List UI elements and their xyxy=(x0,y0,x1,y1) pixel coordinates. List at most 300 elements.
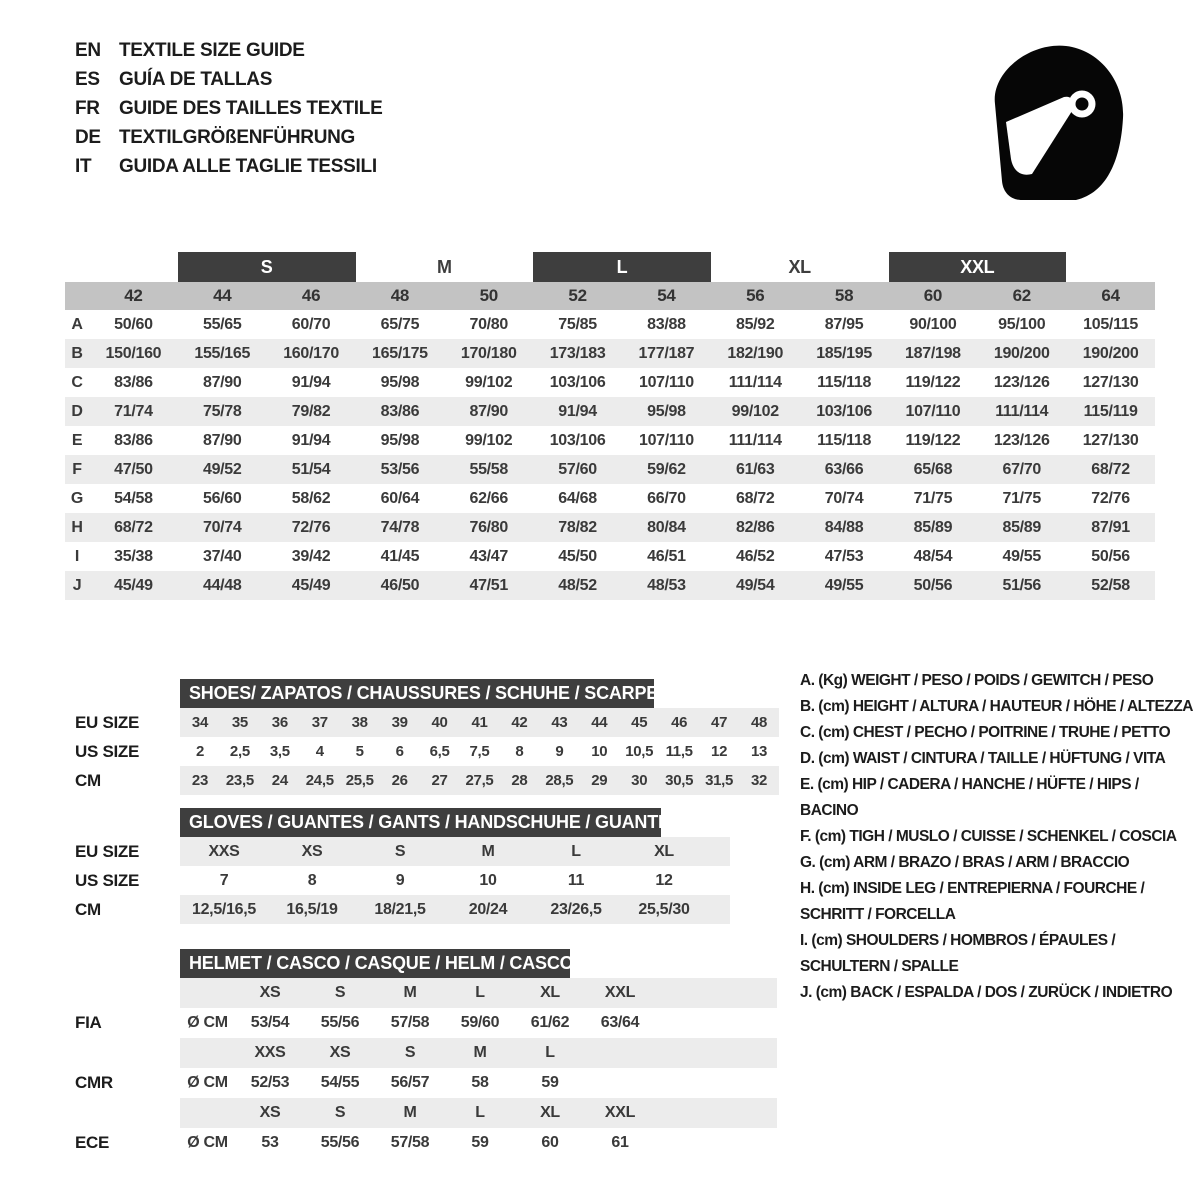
size-value-cell: 70/80 xyxy=(469,315,509,333)
unit-row xyxy=(65,766,779,795)
measurement-key: A xyxy=(71,315,83,333)
size-value-cell: 27 xyxy=(431,772,448,789)
guide-title: TEXTILGRÖßENFÜHRUNG xyxy=(119,126,356,148)
helmet-size-values xyxy=(180,1008,777,1038)
racing-helmet-icon xyxy=(982,40,1134,212)
size-value-cell: 20/24 xyxy=(468,900,508,918)
helmet-size-header: M xyxy=(403,984,417,1001)
size-value-cell: 8 xyxy=(307,871,317,889)
helmet-size-header: XXL xyxy=(604,1104,636,1121)
size-value-cell: 7,5 xyxy=(469,743,490,760)
helmet-size-header: L xyxy=(475,984,485,1001)
spacer xyxy=(65,1038,180,1068)
size-value-cell: 10 xyxy=(591,743,608,760)
helmet-size-value: 58 xyxy=(471,1074,489,1091)
helmet-value-row xyxy=(65,1068,777,1098)
helmet-size-value: 55/56 xyxy=(320,1014,360,1031)
size-value-cell: 83/86 xyxy=(114,431,153,449)
size-value-cell: 12 xyxy=(655,871,673,889)
size-value-cell: 10 xyxy=(479,871,497,889)
legend-item: A. (Kg) WEIGHT / PESO / POIDS / GEWITCH / PESO xyxy=(800,672,1154,689)
legend-item: G. (cm) ARM / BRAZO / BRAS / ARM / BRACCIO xyxy=(800,854,1130,871)
size-value-cell: 31,5 xyxy=(705,772,734,789)
measurement-key: C xyxy=(71,373,83,391)
helmet-size-header-row xyxy=(65,1098,777,1128)
size-value-cell: 71/75 xyxy=(913,489,953,507)
size-value-cell: 47/51 xyxy=(469,576,509,594)
measurement-key: H xyxy=(71,518,83,536)
size-value-cell: 50/56 xyxy=(913,576,953,594)
size-value-cell: 115/119 xyxy=(1083,402,1138,420)
spacer xyxy=(65,1098,180,1128)
shoes-table-title: SHOES/ ZAPATOS / CHAUSSURES / SCHUHE / SCARPE xyxy=(180,679,654,708)
size-group-label: XXL xyxy=(889,252,1067,282)
size-value-cell: 115/118 xyxy=(817,373,872,391)
language-row xyxy=(75,123,382,152)
helmet-size-header: S xyxy=(334,984,346,1001)
size-value-cell: 87/91 xyxy=(1091,518,1130,536)
legend-item: E. (cm) HIP / CADERA / HANCHE / HÜFTE / HIPS / BACINO xyxy=(800,776,1139,819)
size-value-cell: 75/85 xyxy=(558,315,597,333)
size-value-cell: 30,5 xyxy=(665,772,694,789)
helmet-size-value: 59 xyxy=(471,1134,489,1151)
unit-row-label: EU SIZE xyxy=(75,712,140,732)
language-code: DE xyxy=(75,126,101,148)
helmet-size-value: 53 xyxy=(261,1134,279,1151)
size-value-cell: 99/102 xyxy=(465,431,513,449)
helmet-size-header-row xyxy=(65,1038,777,1068)
legend-item: C. (cm) CHEST / PECHO / POITRINE / TRUHE / PETTO xyxy=(800,724,1171,741)
size-value-cell: 46/52 xyxy=(735,547,775,565)
helmet-size-value: 59/60 xyxy=(460,1014,500,1031)
size-value-cell: 70/74 xyxy=(824,489,864,507)
size-value-cell: 95/100 xyxy=(998,315,1046,333)
size-value-cell: 91/94 xyxy=(291,373,331,391)
size-value-cell: 53/56 xyxy=(380,460,420,478)
size-value-cell: 25,5/30 xyxy=(638,900,690,918)
size-value-cell: 37 xyxy=(311,714,328,731)
measurement-key: D xyxy=(71,402,83,420)
standard-label: FIA xyxy=(75,1013,102,1032)
size-value-cell: 74/78 xyxy=(380,518,420,536)
size-value-cell: 43 xyxy=(551,714,568,731)
size-value-cell: 57/60 xyxy=(558,460,597,478)
helmet-size-value: 59 xyxy=(541,1074,559,1091)
size-value-cell: 11,5 xyxy=(665,743,693,760)
size-value-cell: 35 xyxy=(231,714,248,731)
size-value-cell: 80/84 xyxy=(647,518,686,536)
size-value-cell: 52/58 xyxy=(1091,576,1130,594)
size-value-cell: 111/114 xyxy=(728,431,782,449)
size-value-cell: 44 xyxy=(591,714,608,731)
standard-label: ECE xyxy=(75,1133,110,1152)
size-value-cell: 123/126 xyxy=(993,373,1050,391)
size-value-cell: 87/90 xyxy=(469,402,509,420)
size-value-cell: 90/100 xyxy=(909,315,957,333)
size-value-cell: 48/52 xyxy=(558,576,597,594)
size-value-cell: 2 xyxy=(195,743,204,760)
size-value-cell: 71/75 xyxy=(1002,489,1042,507)
size-value-cell: 54/58 xyxy=(114,489,153,507)
helmet-size-values xyxy=(180,1128,777,1158)
size-value-cell: 9 xyxy=(395,871,405,889)
numeric-size-header: 60 xyxy=(923,286,943,305)
size-value-cell: 49/54 xyxy=(735,576,775,594)
size-value-cell: 190/200 xyxy=(1082,344,1139,362)
size-value-cell: 87/95 xyxy=(824,315,864,333)
size-cells xyxy=(180,708,779,737)
size-cells xyxy=(180,895,730,924)
size-value-cell: 75/78 xyxy=(202,402,242,420)
size-value-cell: 45/49 xyxy=(291,576,331,594)
size-value-cell: 83/88 xyxy=(647,315,686,333)
size-value-cell: 9 xyxy=(555,743,564,760)
legend-item: J. (cm) BACK / ESPALDA / DOS / ZURÜCK / INDIETRO xyxy=(800,984,1173,1001)
measurement-row xyxy=(65,484,1155,513)
measurement-key: B xyxy=(71,344,83,362)
size-value-cell: 187/198 xyxy=(905,344,961,362)
size-value-cell: 83/86 xyxy=(380,402,420,420)
unit-row-label: US SIZE xyxy=(75,741,140,761)
helmet-size-header: XS xyxy=(259,984,281,1001)
size-value-cell: 38 xyxy=(351,714,368,731)
helmet-size-header: XL xyxy=(540,984,560,1001)
size-group-label: S xyxy=(178,252,356,282)
size-value-cell: XS xyxy=(301,842,323,860)
helmet-value-row xyxy=(65,1128,777,1158)
measurement-row xyxy=(65,368,1155,397)
size-value-cell: 55/65 xyxy=(202,315,242,333)
size-value-cell: M xyxy=(481,842,495,860)
helmet-size-headers xyxy=(180,1038,777,1068)
size-value-cell: 95/98 xyxy=(380,373,420,391)
size-value-cell: 182/190 xyxy=(727,344,784,362)
size-value-cell: 7 xyxy=(219,871,229,889)
helmet-size-value: 52/53 xyxy=(250,1074,290,1091)
size-number-row xyxy=(65,282,1155,310)
helmet-size-header: L xyxy=(475,1104,485,1121)
unit-row-label: CM xyxy=(75,770,101,790)
size-value-cell: 47/53 xyxy=(824,547,864,565)
size-value-cell: 41 xyxy=(471,714,488,731)
unit-row-label: EU SIZE xyxy=(75,841,140,861)
size-group-label: L xyxy=(533,252,711,282)
helmet-size-header: XXS xyxy=(254,1044,286,1061)
size-value-cell: 155/165 xyxy=(194,344,251,362)
language-code: EN xyxy=(75,39,101,61)
language-title-header xyxy=(75,36,382,181)
diameter-unit-label: Ø CM xyxy=(187,1014,228,1031)
size-value-cell: 40 xyxy=(431,714,448,731)
size-value-cell: 30 xyxy=(631,772,648,789)
size-value-cell: 48 xyxy=(750,714,768,731)
helmet-size-header: S xyxy=(334,1104,346,1121)
size-cells xyxy=(180,766,779,795)
size-value-cell: 65/68 xyxy=(913,460,953,478)
helmet-value-row xyxy=(65,1008,777,1038)
legend-item: D. (cm) WAIST / CINTURA / TAILLE / HÜFTUNG / VITA xyxy=(800,750,1166,767)
size-value-cell: 91/94 xyxy=(558,402,597,420)
size-value-cell: 23 xyxy=(191,772,208,789)
size-value-cell: 41/45 xyxy=(380,547,420,565)
size-value-cell: 27,5 xyxy=(465,772,494,789)
helmet-size-header: M xyxy=(473,1044,487,1061)
measurement-row xyxy=(65,571,1155,600)
size-value-cell: 37/40 xyxy=(202,547,242,565)
size-value-cell: 4 xyxy=(315,743,324,760)
gloves-table-title: GLOVES / GUANTES / GANTS / HANDSCHUHE / GUANTI xyxy=(180,808,661,837)
helmet-table-rows xyxy=(65,978,777,1158)
size-value-cell: 51/56 xyxy=(1002,576,1042,594)
helmet-size-header: M xyxy=(403,1104,417,1121)
diameter-unit-label: Ø CM xyxy=(187,1074,228,1091)
size-value-cell: 24,5 xyxy=(305,772,334,789)
language-row xyxy=(75,65,382,94)
size-value-cell: 84/88 xyxy=(824,518,864,536)
helmet-size-value: 53/54 xyxy=(250,1014,290,1031)
size-value-cell: 63/66 xyxy=(824,460,864,478)
numeric-size-header: 62 xyxy=(1012,286,1031,305)
measurement-key: E xyxy=(71,431,83,449)
size-value-cell: 34 xyxy=(191,714,208,731)
size-value-cell: XL xyxy=(654,842,674,860)
racing-helmet-graphic xyxy=(982,40,1134,212)
size-value-cell: 44/48 xyxy=(202,576,242,594)
size-value-cell: 66/70 xyxy=(647,489,686,507)
size-value-cell: 87/90 xyxy=(202,373,242,391)
helmet-table-title: HELMET / CASCO / CASQUE / HELM / CASCO xyxy=(180,949,570,978)
size-value-cell: 103/106 xyxy=(549,431,606,449)
size-value-cell: 28 xyxy=(511,772,528,789)
language-row xyxy=(75,94,382,123)
measurement-key: J xyxy=(72,576,82,594)
size-value-cell: 111/114 xyxy=(728,373,782,391)
size-value-cell: 68/72 xyxy=(735,489,775,507)
helmet-size-headers xyxy=(180,1098,777,1128)
size-value-cell: 48/54 xyxy=(913,547,953,565)
size-value-cell: 55/58 xyxy=(469,460,509,478)
size-value-cell: 61/63 xyxy=(735,460,775,478)
size-value-cell: 82/86 xyxy=(735,518,775,536)
helmet-size-header: XXL xyxy=(604,984,636,1001)
size-value-cell: 45/49 xyxy=(114,576,153,594)
size-value-cell: 13 xyxy=(750,743,768,760)
size-value-cell: 28,5 xyxy=(545,772,574,789)
size-group-row xyxy=(65,252,1155,282)
size-value-cell: 12 xyxy=(711,743,728,760)
numeric-size-header: 50 xyxy=(479,286,498,305)
size-value-cell: 87/90 xyxy=(202,431,242,449)
language-code: FR xyxy=(75,97,100,119)
helmet-size-value: 57/58 xyxy=(390,1014,430,1031)
legend-item: B. (cm) HEIGHT / ALTURA / HAUTEUR / HÖHE / ALTEZZA xyxy=(800,698,1193,715)
size-value-cell: 6 xyxy=(395,743,404,760)
size-value-cell: 95/98 xyxy=(380,431,420,449)
unit-row xyxy=(65,737,779,766)
size-value-cell: 79/82 xyxy=(291,402,331,420)
diameter-unit-label: Ø CM xyxy=(187,1134,228,1151)
helmet-size-header: S xyxy=(404,1044,416,1061)
numeric-size-header: 58 xyxy=(834,286,854,305)
spacer xyxy=(65,978,180,1008)
unit-row xyxy=(65,866,730,895)
size-value-cell: 160/170 xyxy=(283,344,339,362)
size-value-cell: 23,5 xyxy=(225,772,254,789)
size-value-cell: 12,5/16,5 xyxy=(191,900,257,918)
size-value-cell: 127/130 xyxy=(1082,373,1139,391)
size-value-cell: 119/122 xyxy=(905,373,961,391)
helmet-size-headers xyxy=(180,978,777,1008)
guide-title: GUÍA DE TALLAS xyxy=(119,68,273,90)
size-value-cell: 91/94 xyxy=(291,431,331,449)
size-value-cell: 107/110 xyxy=(638,431,694,449)
size-group-label: M xyxy=(436,256,452,277)
size-value-cell: 185/195 xyxy=(816,344,872,362)
measurement-key: G xyxy=(70,489,84,507)
size-value-cell: 85/89 xyxy=(1002,518,1042,536)
measurement-row xyxy=(65,310,1155,339)
gloves-table-rows xyxy=(65,837,730,924)
guide-title: GUIDE DES TAILLES TEXTILE xyxy=(119,97,383,119)
legend-item: I. (cm) SHOULDERS / HOMBROS / ÉPAULES / SCHULTERN / SPALLE xyxy=(800,932,1116,975)
numeric-size-header: 48 xyxy=(390,286,410,305)
legend-item: F. (cm) TIGH / MUSLO / CUISSE / SCHENKEL / COSCIA xyxy=(800,828,1177,845)
size-value-cell: 177/187 xyxy=(638,344,695,362)
size-value-cell: 8 xyxy=(515,743,524,760)
helmet-size-value: 61 xyxy=(611,1134,629,1151)
size-value-cell: 16,5/19 xyxy=(286,900,338,918)
size-value-cell: 60/70 xyxy=(291,315,331,333)
size-value-cell: 68/72 xyxy=(114,518,153,536)
size-value-cell: 23/26,5 xyxy=(550,900,602,918)
size-value-cell: 64/68 xyxy=(558,489,597,507)
size-value-cell: 3,5 xyxy=(269,743,290,760)
helmet-size-header: XS xyxy=(259,1104,281,1121)
size-value-cell: 46/51 xyxy=(647,547,686,565)
size-value-cell: 111/114 xyxy=(995,402,1049,420)
measurement-row xyxy=(65,542,1155,571)
size-value-cell: 43/47 xyxy=(469,547,509,565)
numeric-size-header: 44 xyxy=(213,286,232,305)
textile-table-header xyxy=(65,252,1155,310)
size-value-cell: 62/66 xyxy=(469,489,509,507)
legend-item: H. (cm) INSIDE LEG / ENTREPIERNA / FOURCHE / SCHRITT / FORCELLA xyxy=(800,880,1145,923)
size-value-cell: 25,5 xyxy=(345,772,374,789)
size-value-cell: 50/56 xyxy=(1091,547,1130,565)
helmet-size-header: L xyxy=(545,1044,555,1061)
size-value-cell: 58/62 xyxy=(291,489,331,507)
size-value-cell: 105/115 xyxy=(1083,315,1138,333)
guide-title: TEXTILE SIZE GUIDE xyxy=(119,39,305,61)
language-code: IT xyxy=(75,155,92,177)
numeric-size-header: 46 xyxy=(301,286,321,305)
measurement-legend xyxy=(800,668,1200,1006)
unit-row xyxy=(65,837,730,866)
shoes-size-table xyxy=(65,679,779,795)
size-value-cell: 56/60 xyxy=(202,489,242,507)
helmet-size-header-row xyxy=(65,978,777,1008)
gloves-size-table xyxy=(65,808,730,924)
measurement-key: I xyxy=(74,547,80,565)
numeric-size-header: 54 xyxy=(657,286,676,305)
measurement-row xyxy=(65,339,1155,368)
size-cells xyxy=(180,837,730,866)
size-value-cell: 95/98 xyxy=(647,402,686,420)
size-value-cell: S xyxy=(394,842,406,860)
size-value-cell: 39/42 xyxy=(291,547,331,565)
size-value-cell: 190/200 xyxy=(993,344,1050,362)
size-value-cell: 127/130 xyxy=(1082,431,1139,449)
size-value-cell: 50/60 xyxy=(114,315,153,333)
size-value-cell: 103/106 xyxy=(549,373,606,391)
visor-pivot-center xyxy=(1076,98,1089,111)
helmet-size-value: 61/62 xyxy=(530,1014,570,1031)
size-value-cell: 51/54 xyxy=(291,460,331,478)
language-row xyxy=(75,36,382,65)
size-value-cell: 83/86 xyxy=(114,373,153,391)
size-value-cell: 173/183 xyxy=(549,344,606,362)
size-value-cell: 49/55 xyxy=(824,576,864,594)
size-value-cell: 72/76 xyxy=(1091,489,1130,507)
unit-row-label: US SIZE xyxy=(75,870,140,890)
size-value-cell: 47/50 xyxy=(114,460,153,478)
size-value-cell: 170/180 xyxy=(460,344,517,362)
size-value-cell: 45 xyxy=(631,714,648,731)
size-value-cell: 65/75 xyxy=(380,315,420,333)
measurement-row xyxy=(65,455,1155,484)
size-group-label: XL xyxy=(788,256,811,277)
measurement-row xyxy=(65,426,1155,455)
numeric-size-header: 64 xyxy=(1101,286,1120,305)
size-value-cell: 39 xyxy=(391,714,408,731)
size-value-cell: 10,5 xyxy=(625,743,654,760)
size-value-cell: 29 xyxy=(591,772,608,789)
helmet-size-value: 63/64 xyxy=(600,1014,640,1031)
shoes-table-rows xyxy=(65,708,779,795)
size-value-cell: 165/175 xyxy=(372,344,428,362)
standard-label: CMR xyxy=(75,1073,113,1092)
measurement-row xyxy=(65,513,1155,542)
guide-title: GUIDA ALLE TAGLIE TESSILI xyxy=(119,155,377,177)
size-value-cell: 85/89 xyxy=(913,518,953,536)
numeric-size-header: 56 xyxy=(746,286,765,305)
size-cells xyxy=(180,866,730,895)
size-cells xyxy=(180,737,779,766)
size-value-cell: 5 xyxy=(355,743,364,760)
size-value-cell: 36 xyxy=(271,714,288,731)
helmet-size-value: 54/55 xyxy=(320,1074,360,1091)
size-value-cell: 24 xyxy=(271,772,288,789)
unit-row xyxy=(65,708,779,737)
helmet-size-table xyxy=(65,949,777,1158)
size-value-cell: 6,5 xyxy=(429,743,450,760)
size-value-cell: 47 xyxy=(711,714,728,731)
size-value-cell: 107/110 xyxy=(638,373,694,391)
size-value-cell: 70/74 xyxy=(202,518,242,536)
textile-size-table xyxy=(65,252,1155,600)
size-value-cell: XXS xyxy=(208,842,240,860)
size-value-cell: 119/122 xyxy=(905,431,961,449)
size-value-cell: 123/126 xyxy=(993,431,1050,449)
helmet-size-value: 60 xyxy=(541,1134,559,1151)
size-value-cell: 35/38 xyxy=(114,547,153,565)
helmet-size-value: 56/57 xyxy=(390,1074,430,1091)
size-value-cell: 26 xyxy=(391,772,408,789)
measurement-key: F xyxy=(72,460,82,478)
size-value-cell: 46 xyxy=(671,714,688,731)
textile-table-body xyxy=(65,310,1155,600)
helmet-size-header: XS xyxy=(329,1044,351,1061)
